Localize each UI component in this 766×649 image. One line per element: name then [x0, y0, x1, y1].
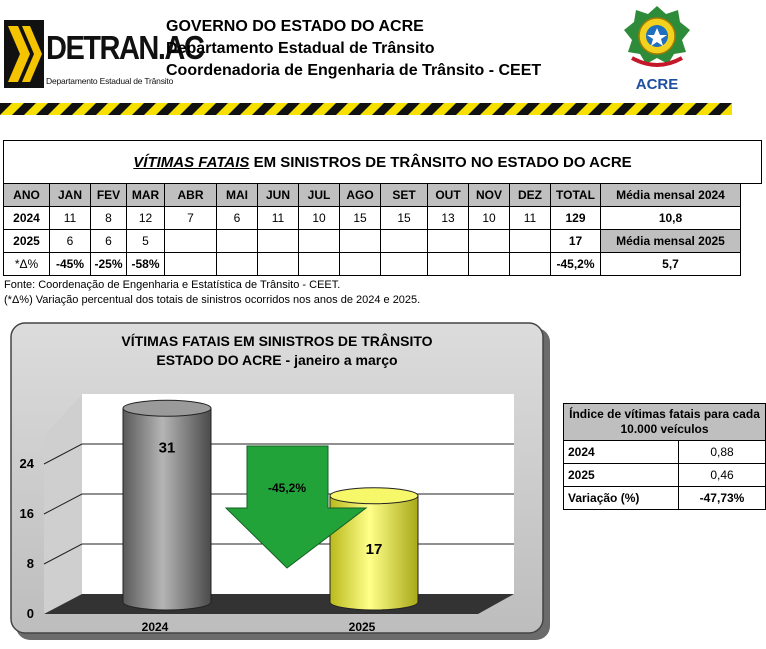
month-cell: 8 — [91, 207, 127, 230]
bar-cap — [123, 400, 211, 416]
index-table-header: Índice de vítimas fatais para cada 10.000 veículos — [564, 404, 766, 441]
crest-emblem-icon — [624, 6, 690, 65]
index-table-row — [564, 464, 766, 487]
media-2024-value: 10,8 — [601, 207, 741, 230]
chart-title: VÍTIMAS FATAIS EM SINISTROS DE TRÂNSITO — [121, 333, 433, 349]
month-cell: 12 — [127, 207, 165, 230]
column-header: SET — [381, 184, 428, 207]
crest-label: ACRE — [635, 76, 679, 93]
index-row-label: Variação (%) — [564, 487, 679, 510]
column-header: DEZ — [510, 184, 551, 207]
bar-data-label: 17 — [365, 540, 383, 558]
logo-subtitle: Departamento Estadual de Trânsito — [46, 76, 174, 86]
month-cell: -45% — [50, 253, 91, 276]
table-row — [4, 253, 741, 276]
header-government: GOVERNO DO ESTADO DO ACRE — [166, 18, 424, 35]
column-header: ANO — [4, 184, 50, 207]
x-tick-label: 2024 — [141, 620, 169, 634]
media-2025-label: Média mensal 2025 — [601, 230, 741, 253]
x-tick-label: 2025 — [348, 620, 376, 634]
table-row — [4, 230, 741, 253]
bar-2024 — [123, 400, 211, 610]
month-cell — [510, 230, 551, 253]
variation-annotation: -45,2% — [267, 481, 307, 495]
acre-crest — [620, 2, 694, 102]
column-header: OUT — [428, 184, 469, 207]
header-department: Departamento Estadual de Trânsito — [166, 40, 435, 57]
month-cell: 6 — [91, 230, 127, 253]
table-header-row — [4, 184, 741, 207]
media-2025-value: 5,7 — [601, 253, 741, 276]
month-cell: -58% — [127, 253, 165, 276]
index-row-label: 2025 — [564, 464, 679, 487]
month-cell — [340, 253, 381, 276]
logo-name: DETRAN.AC — [46, 30, 204, 67]
column-header: NOV — [469, 184, 510, 207]
month-cell — [299, 253, 340, 276]
row-year: 2025 — [4, 230, 50, 253]
month-cell: 5 — [127, 230, 165, 253]
variation-note: (*Δ%) Variação percentual dos totais de sinistros ocorridos nos anos de 2024 e 2025. — [4, 294, 421, 306]
y-tick-label: 8 — [26, 556, 34, 571]
source-note: Fonte: Coordenação de Engenharia e Estatística de Trânsito - CEET. — [4, 279, 341, 291]
month-cell — [217, 230, 258, 253]
month-cell: 10 — [469, 207, 510, 230]
month-cell — [469, 230, 510, 253]
month-cell — [340, 230, 381, 253]
index-table-row — [564, 487, 766, 510]
fatalities-grid — [3, 183, 741, 276]
month-cell — [258, 253, 299, 276]
index-row-value: 0,88 — [679, 441, 766, 464]
column-header: FEV — [91, 184, 127, 207]
bar-data-label: 31 — [158, 439, 176, 457]
y-tick-label: 16 — [19, 506, 34, 521]
month-cell: 11 — [50, 207, 91, 230]
column-header: JUL — [299, 184, 340, 207]
index-table-row — [564, 441, 766, 464]
media-2024-label: Média mensal 2024 — [601, 184, 741, 207]
month-cell: 13 — [428, 207, 469, 230]
month-cell — [381, 253, 428, 276]
y-tick-label: 24 — [19, 456, 34, 471]
row-total: 17 — [551, 230, 601, 253]
column-header: TOTAL — [551, 184, 601, 207]
month-cell: 10 — [299, 207, 340, 230]
fatalities-chart — [10, 322, 552, 642]
index-table-header-row — [564, 404, 766, 441]
index-row-value: 0,46 — [679, 464, 766, 487]
chart-subtitle: ESTADO DO ACRE - janeiro a março — [156, 352, 398, 368]
month-cell: 11 — [510, 207, 551, 230]
logo-chevrons-icon — [4, 20, 44, 88]
month-cell: 7 — [165, 207, 217, 230]
row-total: 129 — [551, 207, 601, 230]
plot-floor — [44, 594, 514, 614]
row-year: 2024 — [4, 207, 50, 230]
month-cell — [428, 253, 469, 276]
month-cell: 6 — [50, 230, 91, 253]
vehicle-index-table — [563, 403, 766, 510]
index-row-value: -47,73% — [679, 487, 766, 510]
month-cell — [381, 230, 428, 253]
month-cell — [217, 253, 258, 276]
table-title-rest: EM SINISTROS DE TRÂNSITO NO ESTADO DO ACRE — [249, 154, 632, 171]
header-coordination: Coordenadoria de Engenharia de Trânsito - CEET — [166, 62, 542, 79]
month-cell — [469, 253, 510, 276]
column-header: AGO — [340, 184, 381, 207]
row-total: -45,2% — [551, 253, 601, 276]
month-cell: 6 — [217, 207, 258, 230]
month-cell — [299, 230, 340, 253]
index-row-label: 2024 — [564, 441, 679, 464]
month-cell — [165, 230, 217, 253]
month-cell: 15 — [340, 207, 381, 230]
month-cell: -25% — [91, 253, 127, 276]
column-header: MAR — [127, 184, 165, 207]
column-header: JAN — [50, 184, 91, 207]
bar-cap — [330, 488, 418, 504]
hazard-stripe — [0, 103, 732, 115]
month-cell: 15 — [381, 207, 428, 230]
table-title-emphasis: VÍTIMAS FATAIS — [133, 154, 250, 171]
y-tick-label: 0 — [26, 606, 34, 621]
month-cell — [510, 253, 551, 276]
month-cell — [165, 253, 217, 276]
row-year: *Δ% — [4, 253, 50, 276]
table-title — [3, 140, 762, 184]
column-header: MAI — [217, 184, 258, 207]
month-cell: 11 — [258, 207, 299, 230]
column-header: ABR — [165, 184, 217, 207]
bar-2025 — [330, 488, 418, 610]
column-header: JUN — [258, 184, 299, 207]
table-row — [4, 207, 741, 230]
month-cell — [258, 230, 299, 253]
month-cell — [428, 230, 469, 253]
